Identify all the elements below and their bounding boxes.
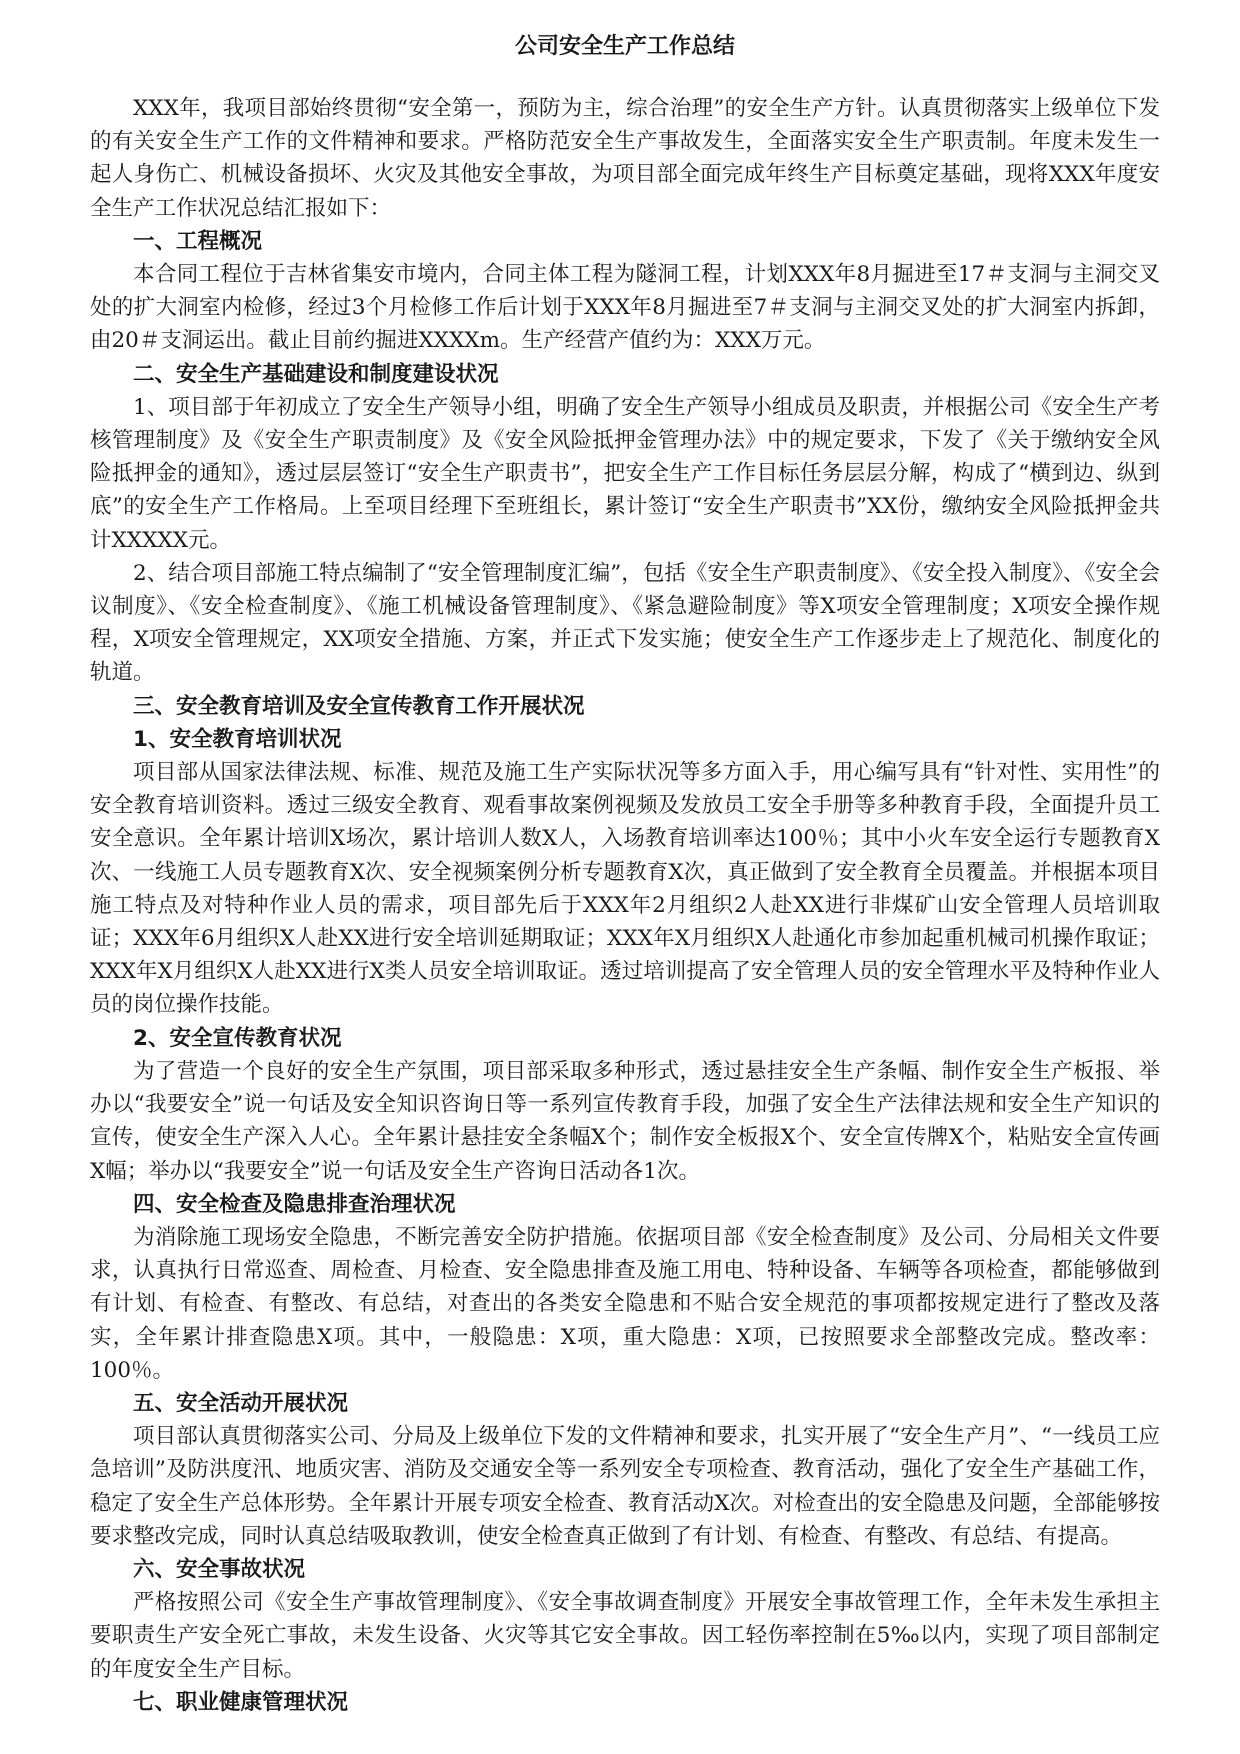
subsection-heading-publicity: 2、安全宣传教育状况 bbox=[133, 1025, 342, 1051]
section-paragraph: 为消除施工现场安全隐患，不断完善安全防护措施。依据项目部《安全检查制度》及公司、分局相关文件要求，认真执行日常巡查、周检查、月检查、安全隐患排查及施工用电、特种设备、车辆等各项检查，都能够做到有计划、有检查、有整改、有总结，对查出的各类安全隐患和不贴合安全规范的事项都按规定进行了整改及落实，全年累计排查隐患X项。其中，一般隐患：X项，重大隐患：X项，已按照要求全部整改完成。整改率：100％。 bbox=[90, 1224, 1160, 1383]
section-paragraph: 项目部认真贯彻落实公司、分局及上级单位下发的文件精神和要求，扎实开展了“安全生产月”、“一线员工应急培训”及防洪度汛、地质灾害、消防及交通安全等一系列安全专项检查、教育活动，强化了安全生产基础工作，稳定了安全生产总体形势。全年累计开展专项安全检查、教育活动X次。对检查出的安全隐患及问题，全部能够按要求整改完成，同时认真总结吸取教训，使安全检查真正做到了有计划、有检查、有整改、有总结、有提高。 bbox=[90, 1424, 1160, 1549]
section-heading-accidents: 六、安全事故状况 bbox=[133, 1556, 306, 1582]
section-paragraph: 本合同工程位于吉林省集安市境内，合同主体工程为隧洞工程，计划XXX年8月掘进至17＃支洞与主洞交叉处的扩大洞室内检修，经过3个月检修工作后计划于XXX年8月掘进至7＃支洞与主洞交叉处的扩大洞室内拆卸，由20＃支洞运出。截止目前约掘进XXXXm。生产经营产值约为：XXX万元。 bbox=[90, 262, 1160, 354]
section-paragraph: 项目部从国家法律法规、标准、规范及施工生产实际状况等多方面入手，用心编写具有“针对性、实用性”的安全教育培训资料。透过三级安全教育、观看事故案例视频及发放员工安全手册等多种教育手段，全面提升员工安全意识。全年累计培训X场次，累计培训人数X人，入场教育培训率达100％；其中小火车安全运行专题教育X次、一线施工人员专题教育X次、安全视频案例分析专题教育X次，真正做到了安全教育全员覆盖。并根据本项目施工特点及对特种作业人员的需求，项目部先后于XXX年2月组织2人赴XX进行非煤矿山安全管理人员培训取证；XXX年6月组织X人赴XX进行安全培训延期取证；XXX年X月组织X人赴通化市参加起重机械司机操作取证；XXX年X月组织X人赴XX进行X类人员安全培训取证。透过培训提高了安全管理人员的安全管理水平及特种作业人员的岗位操作技能。 bbox=[90, 760, 1160, 1018]
intro-paragraph: XXX年，我项目部始终贯彻“安全第一，预防为主，综合治理”的安全生产方针。认真贯彻落实上级单位下发的有关安全生产工作的文件精神和要求。严格防范安全生产事故发生，全面落实安全生产职责制。年度未发生一起人身伤亡、机械设备损坏、火灾及其他安全事故，为项目部全面完成年终生产目标奠定基础，现将XXX年度安全生产工作状况总结汇报如下： bbox=[90, 96, 1160, 221]
section-paragraph: 为了营造一个良好的安全生产氛围，项目部采取多种形式，透过悬挂安全生产条幅、制作安全生产板报、举办以“我要安全”说一句话及安全知识咨询日等一系列宣传教育手段，加强了安全生产法律法规和安全生产知识的宣传，使安全生产深入人心。全年累计悬挂安全条幅X个；制作安全板报X个、安全宣传牌X个，粘贴安全宣传画X幅；举办以“我要安全”说一句话及安全生产咨询日活动各1次。 bbox=[90, 1058, 1160, 1184]
section-paragraph: 1、项目部于年初成立了安全生产领导小组，明确了安全生产领导小组成员及职责，并根据公司《安全生产考核管理制度》及《安全生产职责制度》及《安全风险抵押金管理办法》中的规定要求，下发了《关于缴纳安全风险抵押金的通知》，透过层层签订“安全生产职责书”，把安全生产工作目标任务层层分解，构成了“横到边、纵到底”的安全生产工作格局。上至项目经理下至班组长，累计签订“安全生产职责书”XX份，缴纳安全风险抵押金共计XXXXX元。 bbox=[90, 394, 1160, 553]
section-heading-infrastructure: 二、安全生产基础建设和制度建设状况 bbox=[133, 361, 499, 387]
section-paragraph: 严格按照公司《安全生产事故管理制度》、《安全事故调查制度》开展安全事故管理工作，全年未发生承担主要职责生产安全死亡事故，未发生设备、火灾等其它安全事故。因工轻伤率控制在5‰以内，实现了项目部制定的年度安全生产目标。 bbox=[90, 1590, 1160, 1682]
section-heading-activities: 五、安全活动开展状况 bbox=[133, 1390, 349, 1416]
subsection-heading-training: 1、安全教育培训状况 bbox=[133, 726, 342, 752]
document-title: 公司安全生产工作总结 bbox=[514, 34, 735, 59]
section-paragraph: 2、结合项目部施工特点编制了“安全管理制度汇编”，包括《安全生产职责制度》、《安全投入制度》、《安全会议制度》、《安全检查制度》、《施工机械设备管理制度》、《紧急避险制度》等X项安全管理制度；X项安全操作规程，X项安全管理规定，XX项安全措施、方案，并正式下发实施；使安全生产工作逐步走上了规范化、制度化的轨道。 bbox=[90, 560, 1160, 686]
section-heading-overview: 一、工程概况 bbox=[133, 228, 263, 254]
document-page bbox=[90, 30, 1160, 1719]
section-heading-education: 三、安全教育培训及安全宣传教育工作开展状况 bbox=[133, 693, 585, 719]
section-heading-occupational-health: 七、职业健康管理状况 bbox=[133, 1689, 349, 1715]
section-heading-inspection: 四、安全检查及隐患排查治理状况 bbox=[133, 1191, 456, 1217]
